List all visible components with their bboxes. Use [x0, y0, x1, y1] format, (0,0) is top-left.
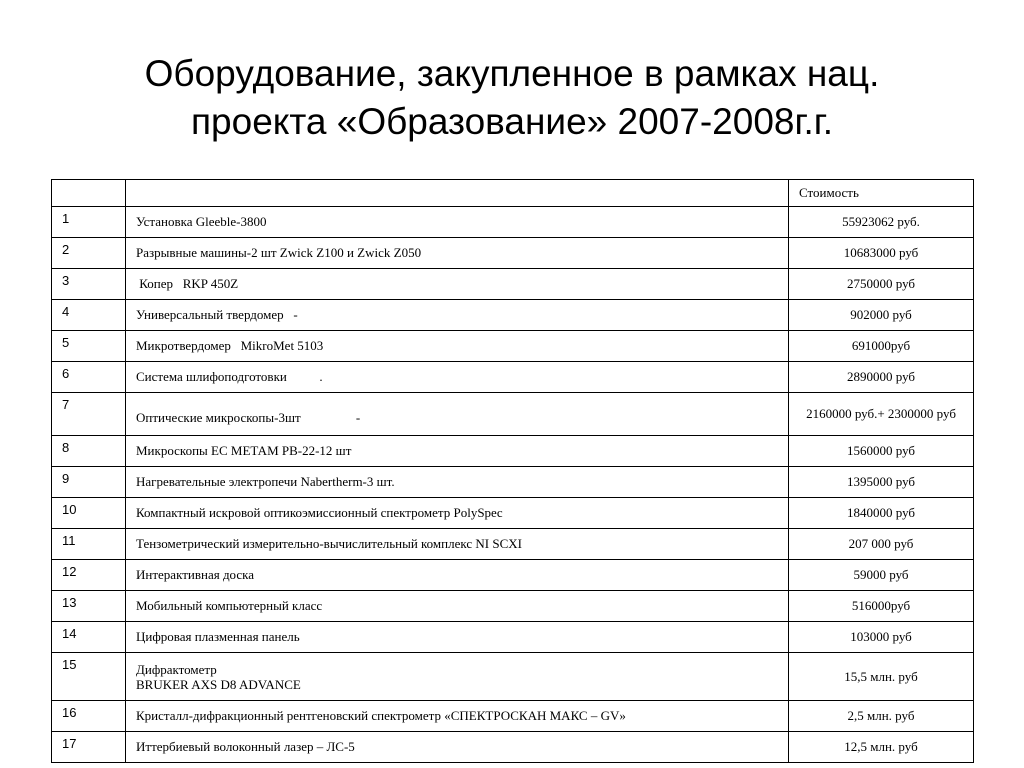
equipment-name: Копер RKP 450Z	[126, 269, 789, 300]
table-row	[52, 622, 974, 653]
equipment-cost: 2750000 руб	[789, 269, 974, 300]
slide-title-line-2: проекта «Образование» 2007-2008г.г.	[191, 101, 833, 142]
equipment-cost: 2890000 руб	[789, 362, 974, 393]
table-row	[52, 393, 974, 436]
row-number: 13	[52, 591, 126, 622]
slide-title-line-1: Оборудование, закупленное в рамках нац.	[144, 53, 880, 94]
table-row	[52, 207, 974, 238]
equipment-cost: 59000 руб	[789, 560, 974, 591]
row-number: 12	[52, 560, 126, 591]
table-header-row	[52, 180, 974, 207]
table-row	[52, 560, 974, 591]
equipment-name-line-2: BRUKER AXS D8 ADVANCE	[136, 676, 301, 692]
equipment-name-line-1: Дифрактометр	[136, 661, 217, 677]
equipment-cost: 207 000 руб	[789, 529, 974, 560]
table-row	[52, 529, 974, 560]
row-number: 16	[52, 701, 126, 732]
equipment-cost: 1560000 руб	[789, 436, 974, 467]
equipment-name: Тензометрический измерительно-вычислительный комплекс NI SCXI	[126, 529, 789, 560]
table-row	[52, 701, 974, 732]
equipment-name: Оптические микроскопы-3шт -	[126, 393, 789, 436]
header-cost-cell: Стоимость	[789, 180, 974, 207]
equipment-name	[126, 653, 789, 701]
equipment-table	[51, 179, 974, 763]
equipment-cost: 1840000 руб	[789, 498, 974, 529]
table-row	[52, 653, 974, 701]
equipment-name: Интерактивная доска	[126, 560, 789, 591]
row-number: 10	[52, 498, 126, 529]
equipment-name: Нагревательные электропечи Nabertherm-3 шт.	[126, 467, 789, 498]
equipment-name: Установка Gleeble-3800	[126, 207, 789, 238]
table-row	[52, 591, 974, 622]
equipment-name: Компактный искровой оптикоэмиссионный спектрометр PolySpec	[126, 498, 789, 529]
table-row	[52, 436, 974, 467]
equipment-name: Мобильный компьютерный класс	[126, 591, 789, 622]
equipment-cost: 1395000 руб	[789, 467, 974, 498]
row-number: 9	[52, 467, 126, 498]
equipment-cost: 902000 руб	[789, 300, 974, 331]
row-number: 7	[52, 393, 126, 436]
equipment-name: Кристалл-дифракционный рентгеновский спектрометр «СПЕКТРОСКАН МАКС – GV»	[126, 701, 789, 732]
equipment-cost: 10683000 руб	[789, 238, 974, 269]
equipment-cost: 516000руб	[789, 591, 974, 622]
equipment-name: Иттербиевый волоконный лазер – ЛС-5	[126, 732, 789, 763]
equipment-name: Разрывные машины-2 шт Zwick Z100 и Zwick Z050	[126, 238, 789, 269]
table-row	[52, 238, 974, 269]
row-number: 15	[52, 653, 126, 701]
table-row	[52, 467, 974, 498]
equipment-cost: 2160000 руб.+ 2300000 руб	[789, 393, 974, 436]
equipment-cost: 2,5 млн. руб	[789, 701, 974, 732]
equipment-name: Микроскопы ЕС МЕТАМ РВ-22-12 шт	[126, 436, 789, 467]
equipment-cost: 691000руб	[789, 331, 974, 362]
equipment-name: Система шлифоподготовки .	[126, 362, 789, 393]
slide-title	[0, 50, 1024, 146]
row-number: 17	[52, 732, 126, 763]
equipment-name: Универсальный твердомер -	[126, 300, 789, 331]
table-row	[52, 300, 974, 331]
table-row	[52, 269, 974, 300]
table-row	[52, 362, 974, 393]
header-num-cell	[52, 180, 126, 207]
equipment-cost: 12,5 млн. руб	[789, 732, 974, 763]
row-number: 4	[52, 300, 126, 331]
table-row	[52, 732, 974, 763]
row-number: 8	[52, 436, 126, 467]
row-number: 5	[52, 331, 126, 362]
equipment-cost: 15,5 млн. руб	[789, 653, 974, 701]
equipment-cost: 103000 руб	[789, 622, 974, 653]
equipment-name: Микротвердомер MikroMet 5103	[126, 331, 789, 362]
header-name-cell	[126, 180, 789, 207]
row-number: 11	[52, 529, 126, 560]
row-number: 3	[52, 269, 126, 300]
row-number: 14	[52, 622, 126, 653]
table-row	[52, 498, 974, 529]
equipment-cost: 55923062 руб.	[789, 207, 974, 238]
equipment-name: Цифровая плазменная панель	[126, 622, 789, 653]
table-row	[52, 331, 974, 362]
row-number: 1	[52, 207, 126, 238]
row-number: 2	[52, 238, 126, 269]
row-number: 6	[52, 362, 126, 393]
